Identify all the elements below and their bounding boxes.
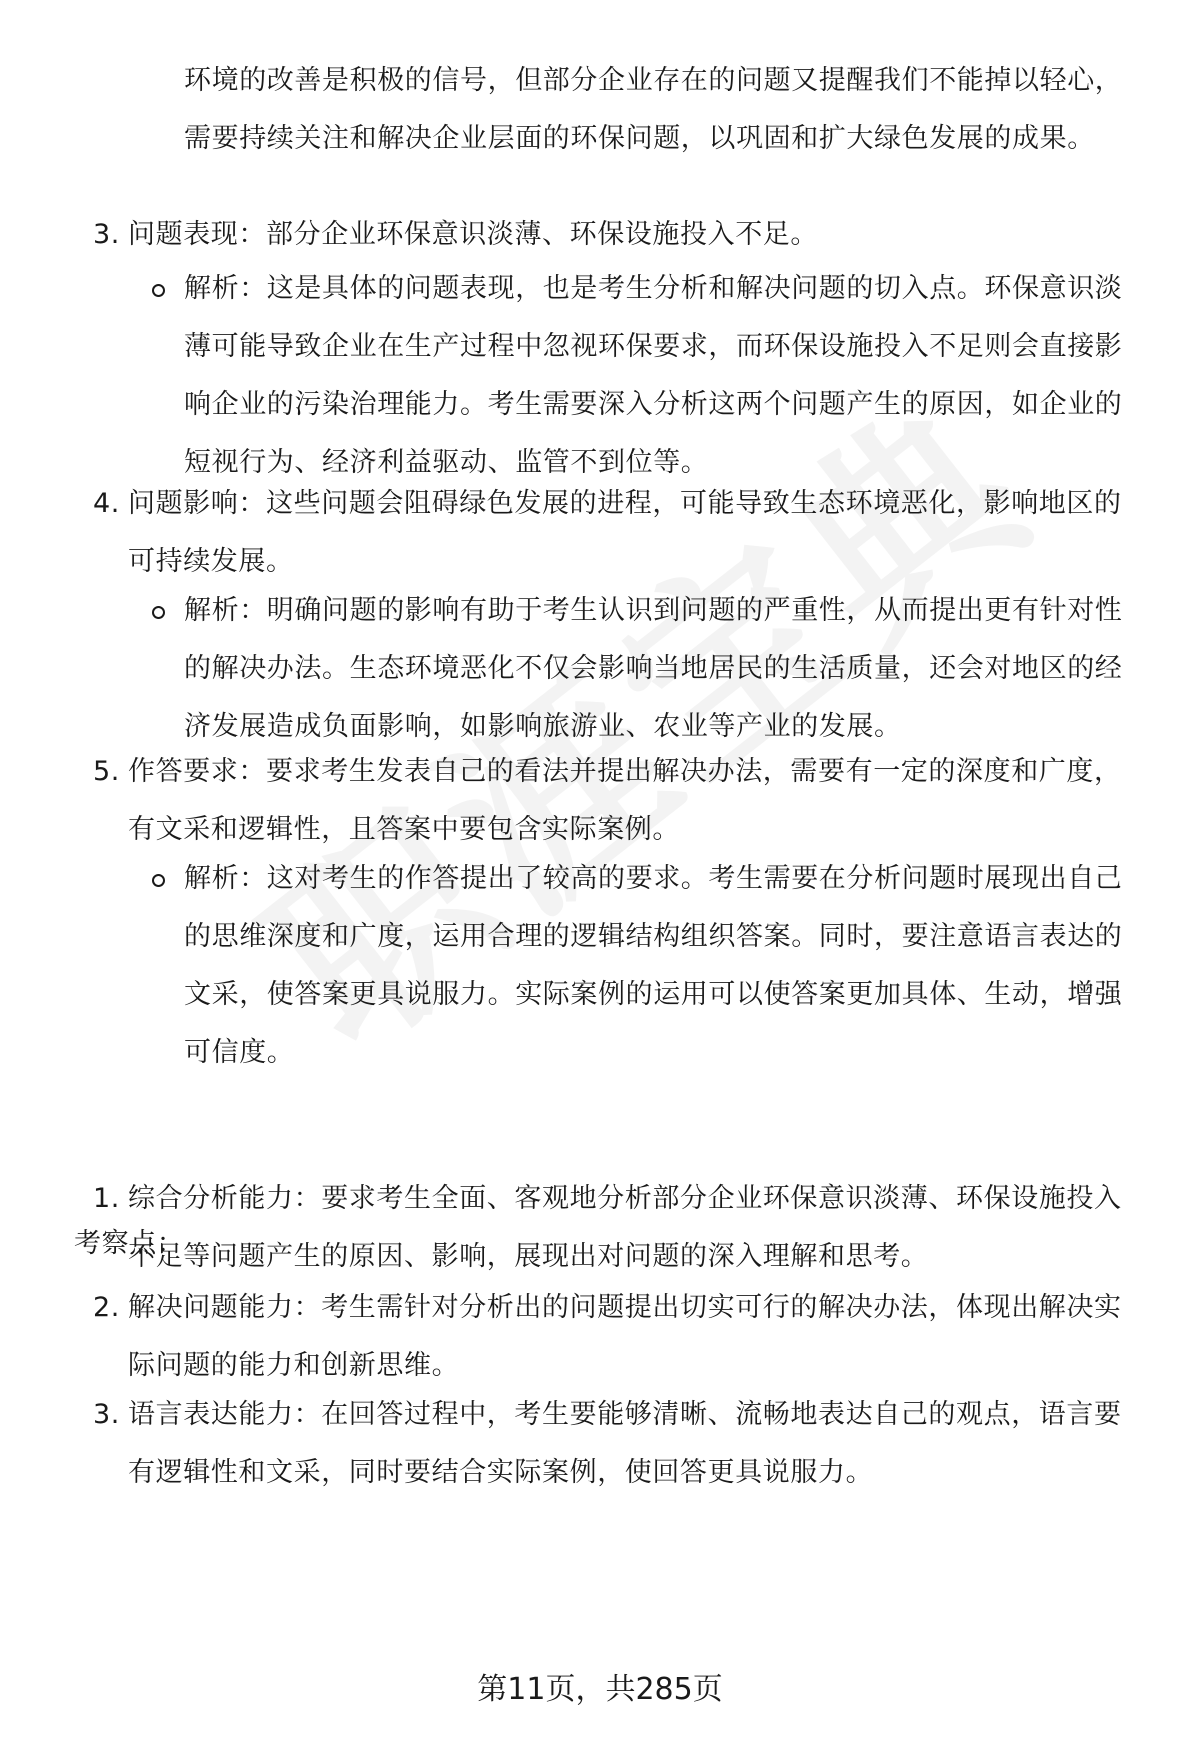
list-item xyxy=(84,1386,1144,1502)
circle-bullet-icon xyxy=(152,606,165,619)
list-item xyxy=(84,1279,1144,1395)
item-number: 3. xyxy=(93,219,120,250)
item-number: 2. xyxy=(93,1292,120,1323)
item-number: 1. xyxy=(93,1183,120,1214)
item-text: 作答要求：要求考生发表自己的看法并提出解决办法，需要有一定的深度和广度，有文采和逻辑性，且答案中要包含实际案例。 xyxy=(128,756,1122,845)
item-text: 解决问题能力：考生需针对分析出的问题提出切实可行的解决办法，体现出解决实际问题的能力和创新思维。 xyxy=(128,1292,1122,1381)
list-item xyxy=(84,743,1144,859)
sub-list-item xyxy=(152,582,1144,756)
sub-list-item xyxy=(152,850,1144,1082)
item-number: 4. xyxy=(93,488,120,519)
circle-bullet-icon xyxy=(152,284,165,297)
analysis-text: 解析：这是具体的问题表现，也是考生分析和解决问题的切入点。环保意识淡薄可能导致企业在生产过程中忽视环保要求，而环保设施投入不足则会直接影响企业的污染治理能力。考生需要深入分析这两个问题产生的原因，如企业的短视行为、经济利益驱动、监管不到位等。 xyxy=(184,273,1123,478)
list-item xyxy=(84,1170,1144,1286)
list-item xyxy=(84,206,1144,264)
section-heading: 考察点： xyxy=(74,1228,185,1259)
item-number: 3. xyxy=(93,1399,120,1430)
circle-bullet-icon xyxy=(152,874,165,887)
analysis-text: 解析：这对考生的作答提出了较高的要求。考生需要在分析问题时展现出自己的思维深度和广度，运用合理的逻辑结构组织答案。同时，要注意语言表达的文采，使答案更具说服力。实际案例的运用可以使答案更加具体、生动，增强可信度。 xyxy=(184,863,1123,1068)
item-text: 问题表现：部分企业环保意识淡薄、环保设施投入不足。 xyxy=(128,219,818,250)
item-number: 5. xyxy=(93,756,120,787)
item-text: 问题影响：这些问题会阻碍绿色发展的进程，可能导致生态环境恶化，影响地区的可持续发展。 xyxy=(128,488,1122,577)
list-item xyxy=(84,475,1144,591)
item-text: 语言表达能力：在回答过程中，考生要能够清晰、流畅地表达自己的观点，语言要有逻辑性和文采，同时要结合实际案例，使回答更具说服力。 xyxy=(128,1399,1122,1488)
sub-list-item xyxy=(152,260,1144,492)
page-footer: 第11页，共285页 xyxy=(477,1672,723,1707)
item-text: 综合分析能力：要求考生全面、客观地分析部分企业环保意识淡薄、环保设施投入不足等问题产生的原因、影响，展现出对问题的深入理解和思考。 xyxy=(128,1183,1122,1272)
analysis-text: 解析：明确问题的影响有助于考生认识到问题的严重性，从而提出更有针对性的解决办法。生态环境恶化不仅会影响当地居民的生活质量，还会对地区的经济发展造成负面影响，如影响旅游业、农业等产业的发展。 xyxy=(184,595,1123,742)
continuation-paragraph: 环境的改善是积极的信号，但部分企业存在的问题又提醒我们不能掉以轻心，需要持续关注和解决企业层面的环保问题，以巩固和扩大绿色发展的成果。 xyxy=(184,65,1123,154)
